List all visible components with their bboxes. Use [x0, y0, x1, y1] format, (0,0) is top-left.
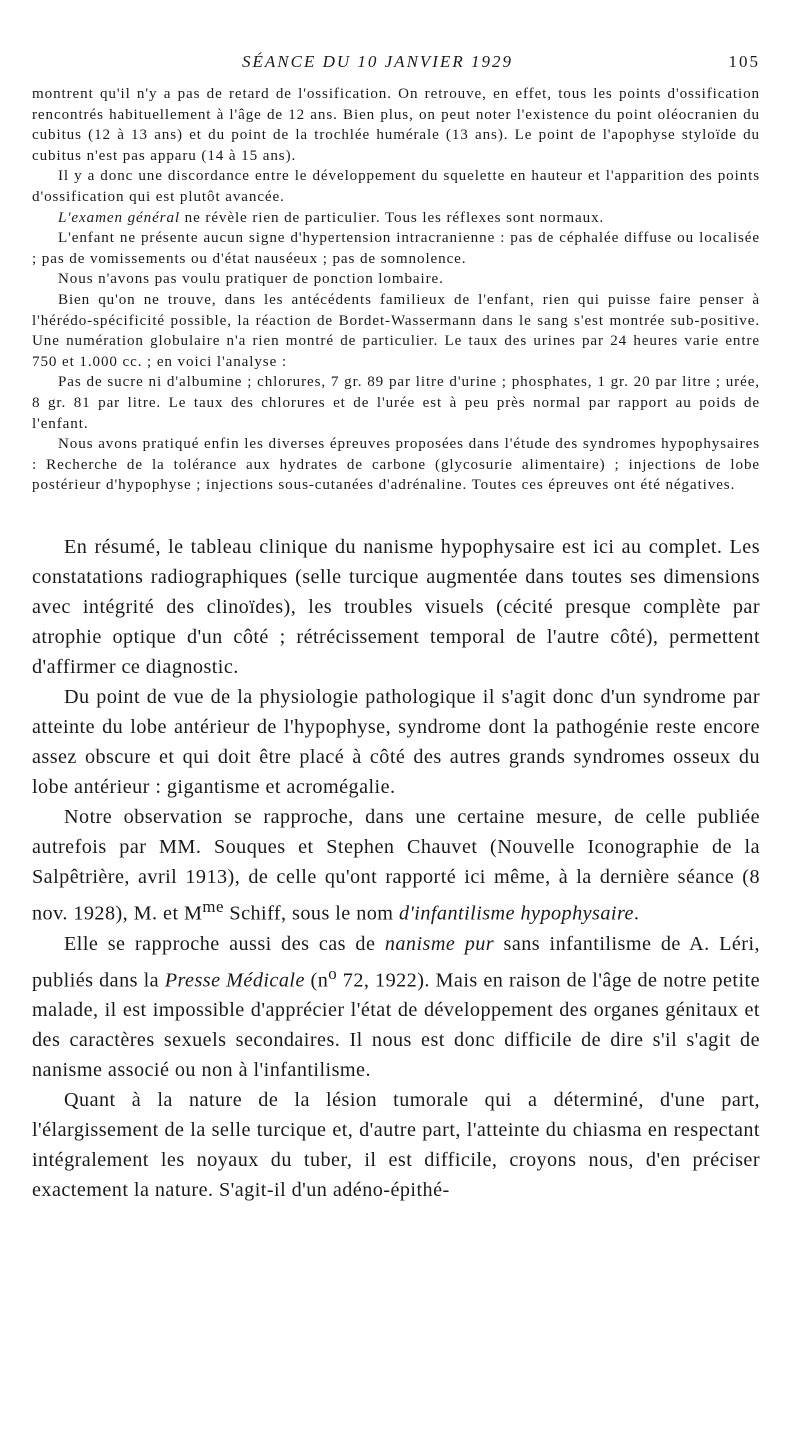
comparison-emphasis: d'infantilisme hypophysaire — [398, 902, 634, 925]
journal-title-emphasis: Presse Médicale — [164, 969, 305, 992]
comparison-text-b: Schiff, sous le nom — [223, 902, 399, 925]
page — [32, 52, 760, 1205]
paragraph-pure-dwarfism — [32, 929, 760, 1086]
paragraph-urine-analysis: Pas de sucre ni d'albumine ; chlorures, 7 gr. 89 par litre d'urine ; phosphates, 1 gr. 20 par litre ; urée, 8 gr. 81 par litre. Le taux des chlorures et de l'urée est à peu près normal par rapport au poids de l'enfant. — [32, 374, 760, 432]
paragraph-summary: En résumé, le tableau clinique du nanisme hypophysaire est ici au complet. Les constatations radiographiques (selle turcique augmentée dans toutes ses dimensions avec intégrité des clinoïdes), les troubles visuels (cécité presque complète par atrophie optique d'un côté ; rétrécissement temporal de l'autre côté), permettent d'affirmer ce diagnostic. — [32, 535, 760, 678]
paragraph-tumor-nature: Quant à la nature de la lésion tumorale qui a déterminé, d'une part, l'élargissement de la selle turcique et, d'autre part, l'atteinte du chiasma en respectant intégralement les noyaux du tuber, il est difficile, croyons nous, d'en préciser exactement la nature. S'agit-il d'un adéno-épithé- — [32, 1089, 760, 1202]
pure-dwarfism-text-c: (n — [304, 969, 329, 992]
running-head — [32, 52, 760, 82]
pure-dwarfism-emphasis: nanisme pur — [384, 932, 495, 955]
general-exam-emphasis: L'examen général — [58, 209, 180, 226]
paragraph-hypertension: L'enfant ne présente aucun signe d'hypertension intracranienne : pas de céphalée diffuse ou localisée ; pas de vomissements ou d'état nauséeux ; pas de somnolence. — [32, 230, 760, 267]
paragraph-comparison — [32, 802, 760, 929]
general-exam-text: ne révèle rien de particulier. Tous les réflexes sont normaux. — [180, 209, 605, 226]
paragraph-physiology: Du point de vue de la physiologie pathologique il s'agit donc d'un syndrome par atteinte du lobe antérieur de l'hypophyse, syndrome dont la pathogénie reste encore assez obscure et qui doit être placé à côté des autres grands syndromes osseux du lobe antérieur : gigantisme et acromégalie. — [32, 685, 760, 798]
running-head-title: SÉANCE DU 10 JANVIER 1929 — [242, 52, 513, 71]
paragraph-antecedents: Bien qu'on ne trouve, dans les antécédents familieux de l'enfant, rien qui puisse faire penser à l'hérédo-spécificité possible, la réaction de Bordet-Wassermann dans le sang s'est montrée sub-positive. Une numération globulaire n'a rien montré de particulier. Le taux des urines par 24 heures varie entre 750 et 1.000 cc. ; en voici l'analyse : — [32, 291, 760, 370]
numero-superscript: o — [328, 963, 338, 983]
comparison-text-a: Notre observation se rapproche, dans une certaine mesure, de celle publiée autrefois par MM. Souques et Stephen Chauvet (Nouvelle Iconographie de la Salpêtrière, avril 1913), de celle qu'ont rapporté ici même, à la dernière séance (8 nov. 1928), M. et M — [32, 805, 760, 925]
pure-dwarfism-text-b: sans infantilisme de A. Léri, publiés dans la — [32, 932, 760, 992]
paragraph-tests: Nous avons pratiqué enfin les diverses épreuves proposées dans l'étude des syndromes hypophysaires : Recherche de la tolérance aux hydrates de carbone (glycosurie alimentaire) ; injections de lobe postérieur d'hypophyse ; injections sous-cutanées d'adrénaline. Toutes ces épreuves ont été négatives. — [32, 436, 760, 494]
pure-dwarfism-text-d: 72, 1922). Mais en raison de l'âge de notre petite malade, il est impossible d'apprécier l'état de développement des organes génitaux et des caractères sexuels secondaires. Il nous est donc difficile de dire s'il s'agit de nanisme associé ou non à l'infantilisme. — [32, 969, 760, 1082]
pure-dwarfism-text-a: Elle se rapproche aussi des cas de — [64, 932, 385, 955]
comparison-superscript: me — [202, 896, 224, 916]
case-report-small-print — [32, 84, 760, 496]
paragraph-lumbar-puncture: Nous n'avons pas voulu pratiquer de ponction lombaire. — [58, 271, 444, 288]
page-number: 105 — [728, 52, 760, 71]
paragraph-general-exam — [32, 208, 760, 229]
paragraph-discordance: Il y a donc une discordance entre le développement du squelette en hauteur et l'apparition des points d'ossification qui est plutôt avancée. — [32, 168, 760, 205]
comparison-text-c: . — [633, 902, 640, 925]
discussion-body — [32, 532, 760, 1205]
paragraph-ossification: montrent qu'il n'y a pas de retard de l'ossification. On retrouve, en effet, tous les points d'ossification rencontrés habituellement à l'âge de 12 ans. Bien plus, on peut noter l'existence du point oléocranien du cubitus (12 à 13 ans) et du point de la trochlée humérale (13 ans). Le point de l'apophyse styloïde du cubitus n'est pas apparu (14 à 15 ans). — [32, 86, 760, 164]
